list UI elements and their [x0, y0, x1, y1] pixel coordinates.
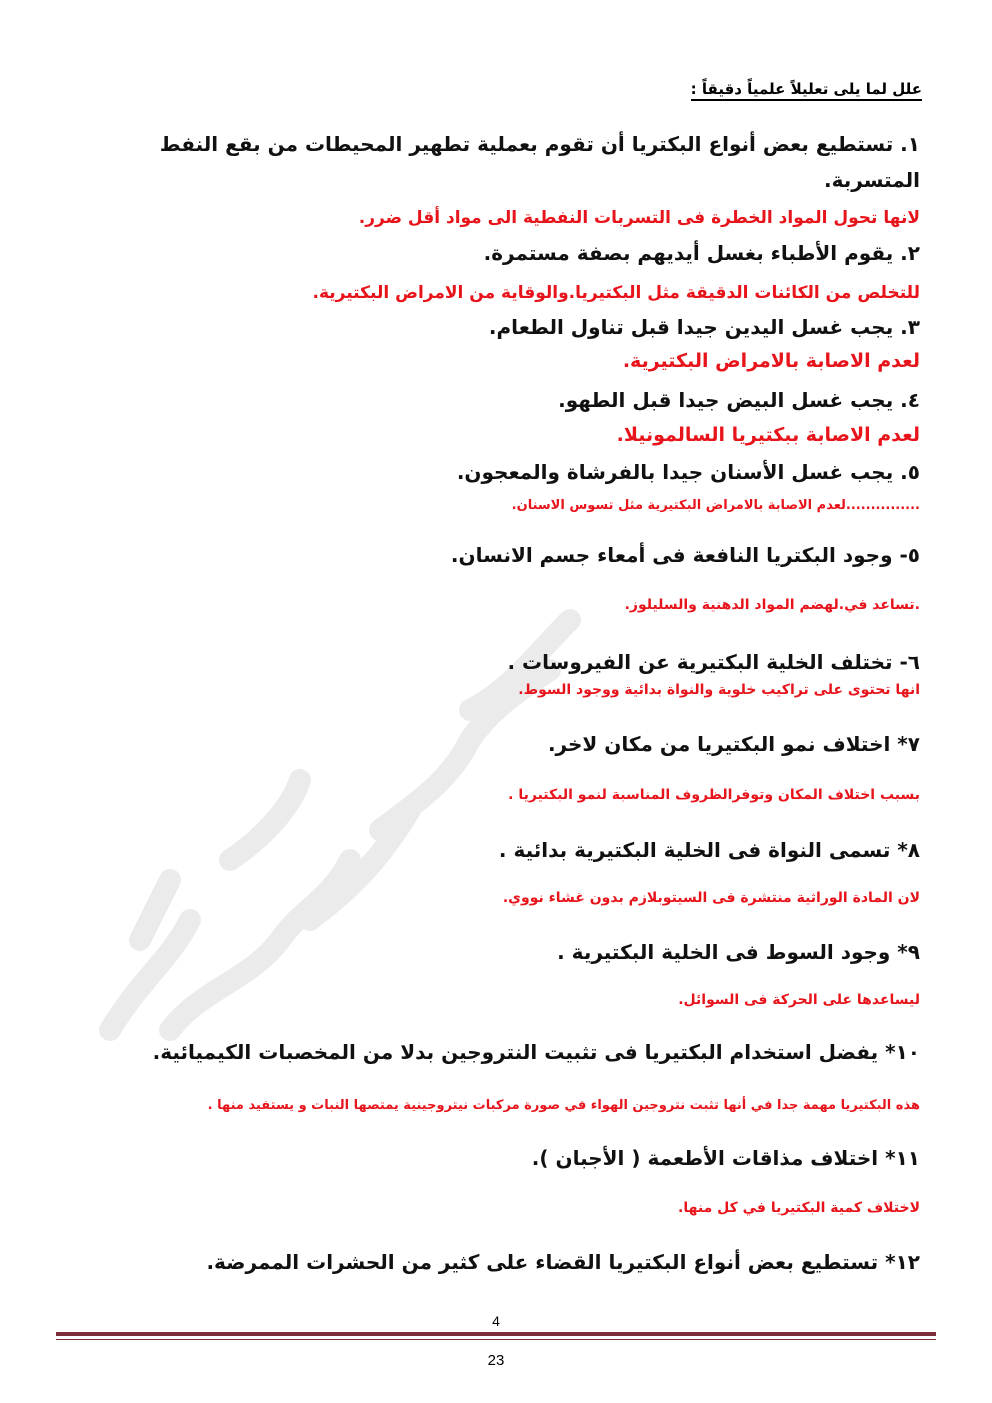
answer-10: هذه البكتيريا مهمة جدا في أنها تثبت نتروجين الهواء في صورة مركبات نيتروجينية يمتصها النبات و يستفيد منها .	[207, 1098, 920, 1113]
question-6: ٦- تختلف الخلية البكتيرية عن الفيروسات .	[507, 650, 920, 674]
answer-3: لعدم الاصابة بالامراض البكتيرية.	[622, 350, 920, 372]
page-number-top: 4	[492, 1313, 500, 1329]
answer-5b: .تساعد في.لهضم المواد الدهنية والسليلوز.	[624, 597, 920, 613]
question-10: ١٠* يفضل استخدام البكتيريا فى تثبيت النتروجين بدلا من المخصبات الكيميائية.	[152, 1040, 920, 1064]
question-5: ٥. يجب غسل الأسنان جيدا بالفرشاة والمعجون.	[456, 460, 920, 484]
footer-rule-thin	[56, 1339, 936, 1340]
footer-rule-thick	[56, 1332, 936, 1336]
answer-11: لاختلاف كمية البكتيريا في كل منها.	[678, 1200, 920, 1216]
answer-5: ...............لعدم الاصابة بالامراض البكتيرية مثل تسوس الاسنان.	[511, 498, 920, 513]
question-9: ٩* وجود السوط فى الخلية البكتيرية .	[557, 940, 920, 964]
question-11: ١١* اختلاف مذاقات الأطعمة ( الأجبان ).	[531, 1146, 920, 1170]
answer-8: لان المادة الوراثية منتشرة فى السيتوبلازم بدون غشاء نووي.	[502, 890, 920, 906]
page-title: علل لما يلى تعليلاً علمياً دقيقاً :	[691, 80, 922, 101]
answer-7: بسبب اختلاف المكان وتوفرالظروف المناسبة لنمو البكتيريا .	[508, 787, 920, 803]
question-1: ١. تستطيع بعض أنواع البكتريا أن تقوم بعملية تطهير المحيطات من بقع النفط	[159, 132, 920, 156]
question-1-cont: المتسربة.	[824, 168, 920, 192]
question-4: ٤. يجب غسل البيض جيدا قبل الطهو.	[558, 388, 920, 412]
question-5b: ٥- وجود البكتريا النافعة فى أمعاء جسم الانسان.	[450, 543, 920, 567]
question-3: ٣. يجب غسل اليدين جيدا قبل تناول الطعام.	[488, 315, 920, 339]
question-12: ١٢* تستطيع بعض أنواع البكتيريا القضاء على كثير من الحشرات الممرضة.	[206, 1250, 920, 1274]
answer-4: لعدم الاصابة ببكتيريا السالمونيلا.	[616, 424, 920, 446]
answer-6: انها تحتوى على تراكيب خلوية والنواة بدائية ووجود السوط.	[518, 682, 920, 698]
page-number-bottom: 23	[487, 1352, 505, 1369]
answer-2: للتخلص من الكائنات الدقيقة مثل البكتيريا.والوقاية من الامراض البكتيرية.	[312, 283, 920, 303]
question-7: ٧* اختلاف نمو البكتيريا من مكان لاخر.	[547, 732, 920, 756]
answer-1: لانها تحول المواد الخطرة فى التسربات النفطية الى مواد أقل ضرر.	[358, 208, 920, 228]
watermark-graphic	[50, 560, 670, 1080]
question-8: ٨* تسمى النواة فى الخلية البكتيرية بدائية .	[498, 838, 920, 862]
answer-9: ليساعدها على الحركة فى السوائل.	[678, 992, 920, 1008]
question-2: ٢. يقوم الأطباء بغسل أيديهم بصفة مستمرة.	[483, 241, 920, 265]
